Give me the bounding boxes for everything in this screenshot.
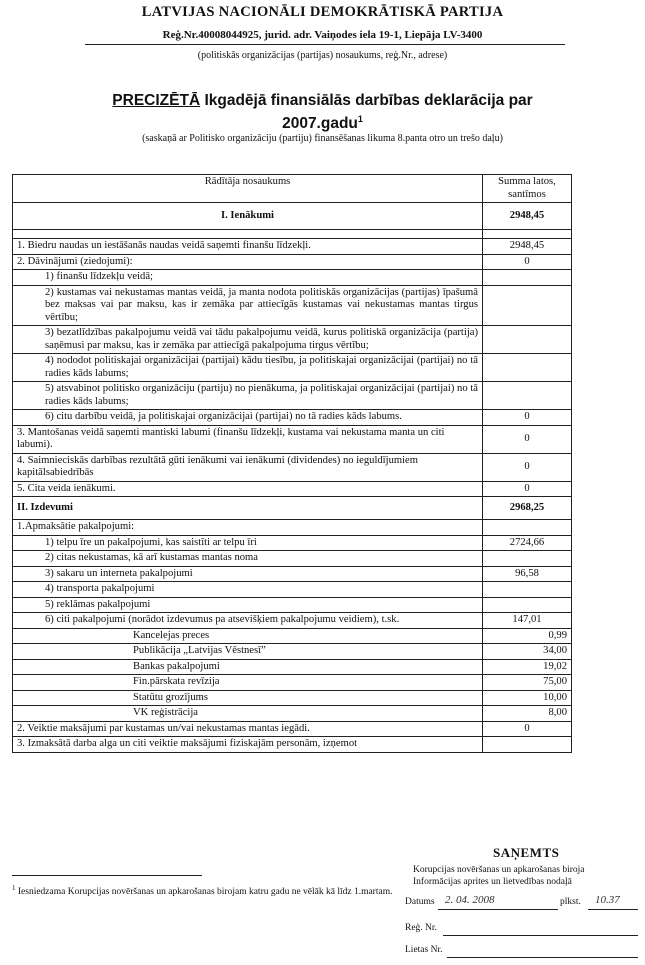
row-amount: 8,00 <box>483 706 572 722</box>
row-label: 1) finanšu līdzekļu veidā; <box>13 270 483 286</box>
table-row <box>13 326 572 354</box>
row-amount <box>483 354 572 382</box>
stamp-title: SAŅEMTS <box>493 845 560 860</box>
table-row <box>13 285 572 326</box>
document-header <box>0 4 645 41</box>
header-caption: (politiskās organizācijas (partijas) nosaukums, reģ.Nr., adrese) <box>197 50 448 61</box>
page-title <box>0 92 645 133</box>
table-row <box>13 737 572 753</box>
row-label: 2. Veiktie maksājumi par kustamas un/vai nekustamas mantas iegādi. <box>13 721 483 737</box>
row-amount <box>483 597 572 613</box>
income-title: I. Ienākumi <box>13 203 483 230</box>
footnote-text: Iesniedzama Korupcijas novēršanas un apkarošanas birojam katru gadu ne vēlāk kā līdz 1.martam. <box>17 887 393 898</box>
row-amount: 0 <box>483 721 572 737</box>
row-label: 2. Dāvinājumi (ziedojumi): <box>13 254 483 270</box>
row-amount: 2948,45 <box>483 239 572 255</box>
row-amount <box>483 326 572 354</box>
expense-total: 2968,25 <box>483 497 572 520</box>
row-label: 3. Mantošanas veidā saņemti mantiski labumi (finanšu līdzekļi, kustama vai nekustama manta un citi labumi). <box>13 425 483 453</box>
row-amount: 0,99 <box>483 628 572 644</box>
row-label: Kancelejas preces <box>13 628 483 644</box>
footnote <box>12 884 392 897</box>
income-total: 2948,45 <box>483 203 572 230</box>
table-row <box>13 453 572 481</box>
row-label: 1) telpu īre un pakalpojumi, kas saistīti ar telpu īri <box>13 535 483 551</box>
stamp-time-line <box>588 909 638 910</box>
row-label: 1.Apmaksātie pakalpojumi: <box>13 520 483 536</box>
stamp-reg-line <box>443 935 638 936</box>
expense-title: II. Izdevumi <box>13 497 483 520</box>
stamp-date-value: 2. 04. 2008 <box>445 894 495 906</box>
row-label: 2) citas nekustamas, kā arī kustamas mantas noma <box>13 551 483 567</box>
table-row <box>13 644 572 660</box>
title-prefix: PRECIZĒTĀ <box>112 92 201 109</box>
row-amount <box>483 270 572 286</box>
row-label: 2) kustamas vai nekustamas mantas veidā, ja manta nodota politiskās organizācijas (partijas) īpašumā bez maksas vai par maksu, kas ir zemāka par attiecīgās kustamas vai nekustamas mantas tirgus vērtību; <box>13 285 483 326</box>
table-row <box>13 425 572 453</box>
income-title-row <box>13 203 572 230</box>
stamp-letter-label: Lietas Nr. <box>405 945 443 955</box>
table-row <box>13 597 572 613</box>
stamp-line1: Korupcijas novēršanas un apkarošanas biroja <box>413 865 585 875</box>
table-row <box>13 659 572 675</box>
row-amount: 10,00 <box>483 690 572 706</box>
row-label: 4) nododot politiskajai organizācijai (partijai) kādu tiesību, ja politiskajai organizācijai (partijai) no tā radies kāds labums; <box>13 354 483 382</box>
table-row <box>13 628 572 644</box>
table-row <box>13 613 572 629</box>
row-amount: 34,00 <box>483 644 572 660</box>
row-label: 5. Cita veida ienākumi. <box>13 481 483 497</box>
row-amount <box>483 382 572 410</box>
table-row <box>13 270 572 286</box>
row-amount <box>483 737 572 753</box>
row-amount: 2724,66 <box>483 535 572 551</box>
table-row <box>13 254 572 270</box>
stamp-date-line <box>438 909 558 910</box>
title-line1: Ikgadējā finansiālās darbības deklarācija par <box>200 92 533 109</box>
received-stamp <box>405 845 640 963</box>
stamp-reg-label: Reģ. Nr. <box>405 923 437 933</box>
party-name: LATVIJAS NACIONĀLI DEMOKRĀTISKĀ PARTIJA <box>141 4 504 20</box>
row-amount: 96,58 <box>483 566 572 582</box>
table-row <box>13 382 572 410</box>
title-subtitle: (saskaņā ar Politisko organizāciju (partiju) finansēšanas likuma 8.panta otro un trešo daļu) <box>142 133 503 144</box>
stamp-letter-line <box>447 957 638 958</box>
row-amount <box>483 520 572 536</box>
table-row <box>13 520 572 536</box>
stamp-time-value: 10.37 <box>595 894 620 906</box>
row-label: Bankas pakalpojumi <box>13 659 483 675</box>
table-row <box>13 354 572 382</box>
header-rule <box>85 44 565 45</box>
row-label: Statūtu grozījums <box>13 690 483 706</box>
table-row <box>13 535 572 551</box>
row-label: 5) reklāmas pakalpojumi <box>13 597 483 613</box>
row-amount: 0 <box>483 425 572 453</box>
row-label: 6) citu darbību veidā, ja politiskajai organizācijai (partijai) no tā radies kāds labums. <box>13 410 483 426</box>
row-label: 3. Izmaksātā darba alga un citi veiktie maksājumi fiziskajām personām, izņemot <box>13 737 483 753</box>
table-header-row <box>13 175 572 203</box>
title-footnote-mark: 1 <box>357 114 363 124</box>
row-amount: 19,02 <box>483 659 572 675</box>
row-amount: 0 <box>483 453 572 481</box>
row-label: 4. Saimnieciskās darbības rezultātā gūti ienākumi vai ienākumi (dividendes) no ieguldījumiem kapitālsabiedrībās <box>13 453 483 481</box>
row-amount: 0 <box>483 481 572 497</box>
row-amount: 0 <box>483 254 572 270</box>
row-amount <box>483 582 572 598</box>
row-label: Fin.pārskata revīzija <box>13 675 483 691</box>
table-row <box>13 481 572 497</box>
table-row <box>13 566 572 582</box>
footnote-rule <box>12 875 202 876</box>
row-amount <box>483 285 572 326</box>
row-label: 4) transporta pakalpojumi <box>13 582 483 598</box>
row-amount: 75,00 <box>483 675 572 691</box>
row-label: 3) sakaru un interneta pakalpojumi <box>13 566 483 582</box>
row-label: 5) atsvabinot politisko organizāciju (partiju) no pienākuma, ja politiskajai organizācijai (partijai) no tā radies kāds labums; <box>13 382 483 410</box>
declaration-table <box>12 174 572 753</box>
table-row <box>13 239 572 255</box>
row-label: Publikācija „Latvijas Vēstnesī” <box>13 644 483 660</box>
table-row <box>13 690 572 706</box>
expense-title-row <box>13 497 572 520</box>
row-amount: 147,01 <box>483 613 572 629</box>
row-label: 1. Biedru naudas un iestāšanās naudas veidā saņemti finanšu līdzekļi. <box>13 239 483 255</box>
stamp-date-label: Datums <box>405 897 435 907</box>
footnote-mark: 1 <box>12 884 16 892</box>
row-label: 6) citi pakalpojumi (norādot izdevumus pa atsevišķiem pakalpojumu veidiem), t.sk. <box>13 613 483 629</box>
row-amount: 0 <box>483 410 572 426</box>
registration-line: Reģ.Nr.40008044925, jurid. adr. Vaiņodes iela 19-1, Liepāja LV-3400 <box>162 29 483 41</box>
table-row <box>13 410 572 426</box>
row-label: VK reģistrācija <box>13 706 483 722</box>
stamp-time-label: plkst. <box>560 897 581 907</box>
table-row <box>13 551 572 567</box>
row-amount <box>483 551 572 567</box>
col-amount-header: Summa latos, santīmos <box>483 175 572 203</box>
table-row <box>13 721 572 737</box>
spacer-row <box>13 230 572 239</box>
stamp-line2: Informācijas aprites un lietvedības nodaļā <box>413 877 572 887</box>
table-row <box>13 582 572 598</box>
title-line2: 2007.gadu <box>282 115 358 133</box>
row-label: 3) bezatlīdzības pakalpojumu veidā vai tādu pakalpojumu veidā, kurus politiskā organizācija (partija) saņēmusi par maksu, kas ir zemāka par attiecīgā pakalpojuma tirgus vērtību; <box>13 326 483 354</box>
table-row <box>13 706 572 722</box>
col-name-header: Rādītāja nosaukums <box>13 175 483 203</box>
table-row <box>13 675 572 691</box>
